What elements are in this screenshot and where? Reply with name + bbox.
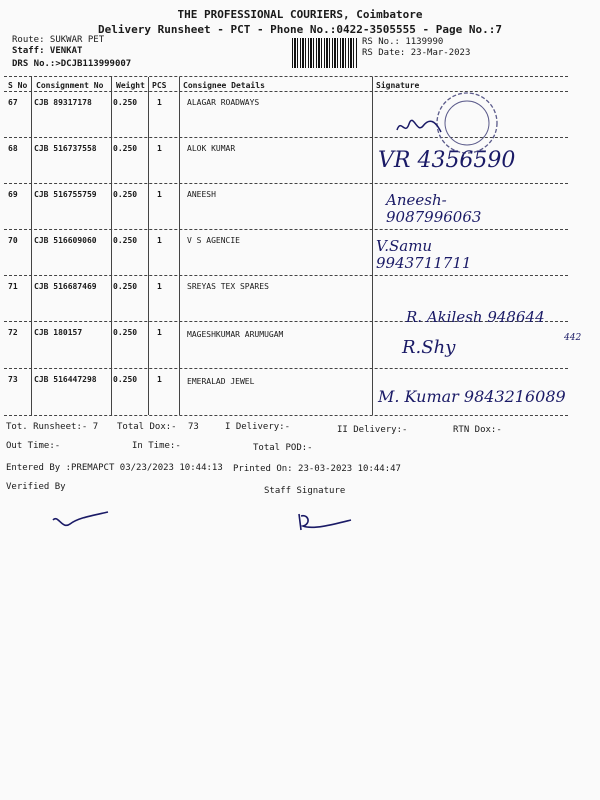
row-consignee: EMERALAD JEWEL <box>187 377 255 386</box>
col-divider <box>31 77 32 415</box>
row-consignment: CJB 516609060 <box>34 236 97 245</box>
row-consignment: CJB 516687469 <box>34 282 97 291</box>
row-consignee: ALAGAR ROADWAYS <box>187 98 260 107</box>
row-weight: 0.250 <box>113 190 138 199</box>
route-label: Route: SUKWAR PET <box>12 35 105 45</box>
total-pod: Total POD:- <box>253 443 313 453</box>
col-header-signature: Signature <box>376 81 420 90</box>
row-sno: 67 <box>8 98 18 107</box>
table-top-border <box>4 76 568 77</box>
row-signature: R.Shy <box>402 337 456 358</box>
row-signature: VR 4356590 <box>378 148 516 173</box>
row-separator <box>4 183 568 184</box>
col-header-consignment: Consignment No <box>36 81 104 90</box>
entered-by: Entered By :PREMAPCT 03/23/2023 10:44:13 <box>6 463 223 473</box>
row-pcs: 1 <box>157 328 162 337</box>
col-header-weight: Weight <box>116 81 145 90</box>
row-signature: Aneesh- 9087996063 <box>386 191 482 226</box>
signature-scribble <box>395 116 445 140</box>
verifier-signature <box>50 508 110 532</box>
row-consignee: SREYAS TEX SPARES <box>187 282 269 291</box>
row-sno: 72 <box>8 328 18 337</box>
row-consignee: V S AGENCIE <box>187 236 240 245</box>
drs-number: DRS No.:>DCJB113999007 <box>12 59 132 69</box>
rtn-dox: RTN Dox:- <box>453 425 502 435</box>
row-consignee: ALOK KUMAR <box>187 144 236 153</box>
rs-date: RS Date: 23-Mar-2023 <box>362 48 471 58</box>
ii-delivery: II Delivery:- <box>337 425 408 435</box>
col-divider <box>111 77 112 415</box>
staff-signature-label: Staff Signature <box>264 486 346 496</box>
row-consignment: CJB 180157 <box>34 328 83 337</box>
out-time: Out Time:- <box>6 441 61 451</box>
i-delivery: I Delivery:- <box>225 422 291 432</box>
col-divider <box>372 77 373 415</box>
printed-on: Printed On: 23-03-2023 10:44:47 <box>233 464 401 474</box>
row-pcs: 1 <box>157 144 162 153</box>
col-header-consignee: Consignee Details <box>183 81 265 90</box>
row-signature: M. Kumar 9843216089 <box>378 387 566 406</box>
tot-runsheet: Tot. Runsheet:- 7 <box>6 422 99 432</box>
col-divider <box>148 77 149 415</box>
barcode-icon <box>292 38 358 68</box>
col-header-sno: S No <box>8 81 28 90</box>
total-dox-value: 73 <box>188 422 199 432</box>
row-weight: 0.250 <box>113 328 138 337</box>
row-separator <box>4 229 568 230</box>
col-divider <box>179 77 180 415</box>
row-pcs: 1 <box>157 236 162 245</box>
row-weight: 0.250 <box>113 375 138 384</box>
total-dox-label: Total Dox:- <box>117 422 177 432</box>
row-weight: 0.250 <box>113 236 138 245</box>
row-consignee: ANEESH <box>187 190 216 199</box>
rs-number: RS No.: 1139990 <box>362 37 444 47</box>
row-sno: 70 <box>8 236 18 245</box>
col-header-pcs: PCS <box>152 81 167 90</box>
row-separator <box>4 275 568 276</box>
row-sno: 69 <box>8 190 18 199</box>
row-pcs: 1 <box>157 98 162 107</box>
row-consignment: CJB 516755759 <box>34 190 97 199</box>
table-bottom-border <box>4 415 568 416</box>
row-weight: 0.250 <box>113 98 138 107</box>
row-pcs: 1 <box>157 375 162 384</box>
row-sno: 73 <box>8 375 18 384</box>
row-pcs: 1 <box>157 282 162 291</box>
staff-label: Staff: VENKAT <box>12 46 83 56</box>
row-weight: 0.250 <box>113 144 138 153</box>
row-sno: 71 <box>8 282 18 291</box>
row-signature: R. Akilesh 948644 <box>406 308 545 326</box>
row-sno: 68 <box>8 144 18 153</box>
row-separator <box>4 368 568 369</box>
margin-note: 442 <box>564 333 582 343</box>
row-weight: 0.250 <box>113 282 138 291</box>
row-consignee: MAGESHKUMAR ARUMUGAM <box>187 330 284 339</box>
row-signature: V.Samu 9943711711 <box>376 237 472 272</box>
runsheet-subtitle: Delivery Runsheet - PCT - Phone No.:0422-3505555 - Page No.:7 <box>98 23 502 36</box>
row-pcs: 1 <box>157 190 162 199</box>
in-time: In Time:- <box>132 441 181 451</box>
verified-by-label: Verified By <box>6 482 66 492</box>
staff-signature <box>295 510 355 534</box>
row-consignment: CJB 516737558 <box>34 144 97 153</box>
row-consignment: CJB 516447298 <box>34 375 97 384</box>
company-title: THE PROFESSIONAL COURIERS, Coimbatore <box>177 8 423 21</box>
row-consignment: CJB 89317178 <box>34 98 92 107</box>
